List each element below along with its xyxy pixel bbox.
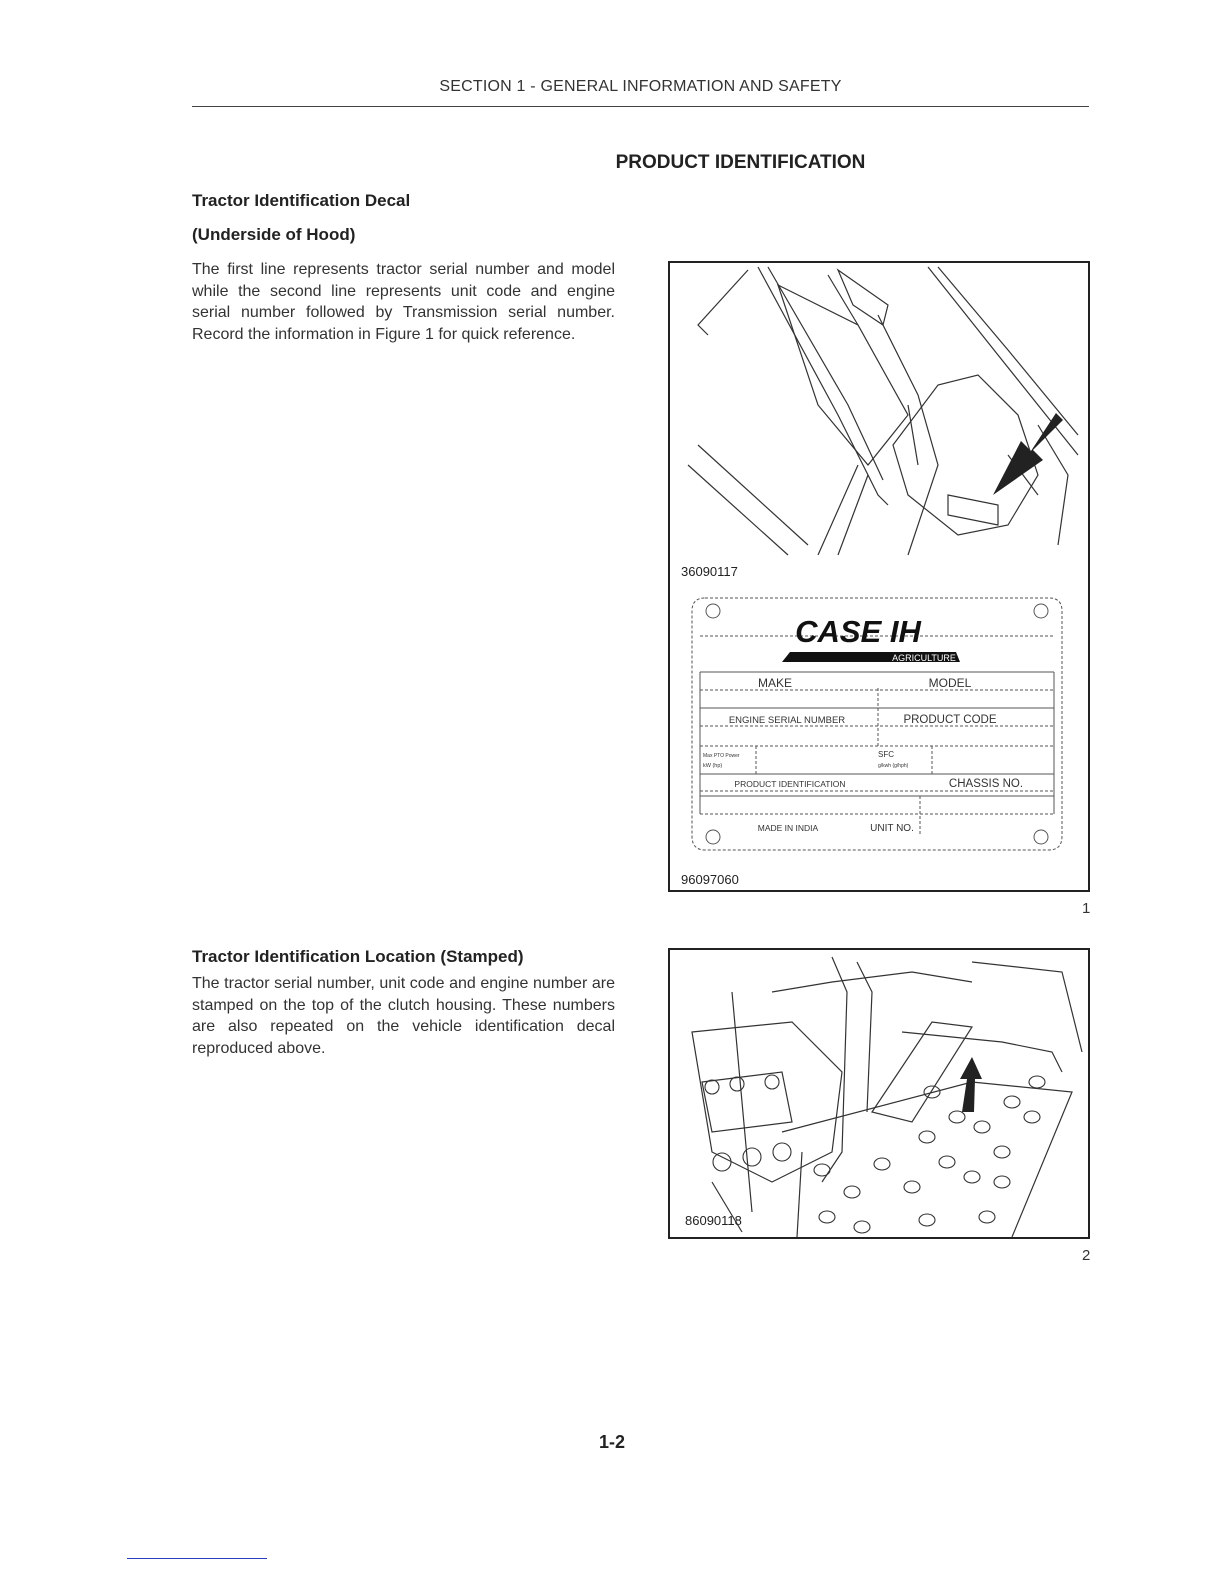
decal-pto-power-label: Max PTO Power: [703, 753, 740, 759]
decal-make-label: MAKE: [757, 676, 793, 690]
decal-unit-no-label: UNIT NO.: [870, 823, 914, 834]
decal-engine-serial-label: ENGINE SERIAL NUMBER: [728, 715, 846, 726]
page-number: 1-2: [598, 1432, 625, 1452]
decal-sfc-unit-label: g/kwh (g/hph): [878, 763, 909, 769]
decal-product-code-label: PRODUCT CODE: [903, 714, 997, 726]
decal-tagline: AGRICULTURE: [892, 653, 956, 663]
figure-1-number: 1: [1082, 900, 1091, 917]
decal-subheading: (Underside of Hood): [192, 225, 356, 244]
section-header: SECTION 1 - GENERAL INFORMATION AND SAFETY: [439, 78, 842, 95]
figure-1-decal-code: 96097060: [681, 872, 739, 887]
figure-1-illustration-code: 36090117: [681, 564, 738, 579]
header-rule: [192, 106, 1089, 107]
decal-description: The first line represents tractor serial number and model while the second line represents unit code and engine serial number followed by Transmission serial number. Record the information in Figure 1 for quick reference.: [192, 261, 615, 343]
clutch-housing-illustration: [672, 952, 1088, 1237]
decal-pto-unit-label: kW (hp): [703, 763, 723, 769]
figure-2-illustration-code: 86090118: [685, 1213, 742, 1228]
decal-chassis-no-label: CHASSIS NO.: [948, 778, 1024, 790]
decal-brand-logo: CASE IH: [795, 614, 921, 649]
page-title: PRODUCT IDENTIFICATION: [615, 152, 866, 173]
decal-sfc-label: SFC: [878, 750, 894, 759]
figure-1: [668, 261, 1090, 892]
decal-heading: Tractor Identification Decal: [192, 191, 411, 210]
figure-2-number: 2: [1082, 1247, 1091, 1264]
decal-model-label: MODEL: [928, 676, 972, 690]
footer-link-underline[interactable]: [127, 1558, 267, 1559]
stamped-location-description: The tractor serial number, unit code and engine number are stamped on the top of the clutch housing. These numbers are also repeated on the vehicle identification decal reproduced above.: [192, 975, 615, 1057]
figure-2: [668, 948, 1090, 1239]
stamped-location-heading: Tractor Identification Location (Stamped): [192, 947, 524, 966]
identification-decal: [690, 596, 1064, 852]
decal-product-identification-label: PRODUCT IDENTIFICATION: [734, 779, 846, 789]
decal-made-in-label: MADE IN INDIA: [757, 823, 819, 833]
hood-underside-illustration: [678, 265, 1082, 557]
